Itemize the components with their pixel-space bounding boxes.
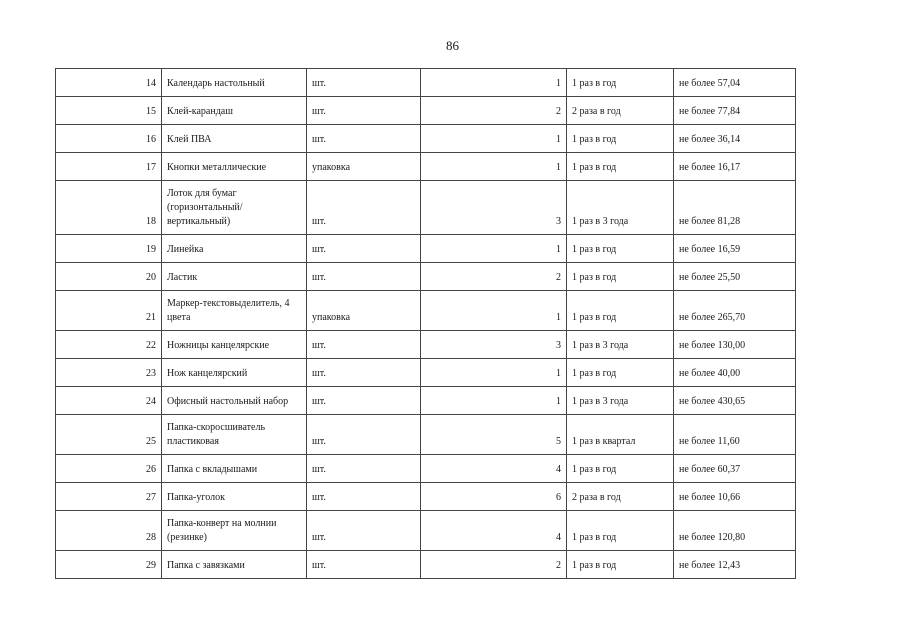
- replacement-frequency-cell: 1 раз в год: [567, 455, 674, 483]
- quantity-cell: 1: [421, 235, 567, 263]
- row-number-cell: 24: [56, 387, 162, 415]
- table-row: [56, 181, 796, 235]
- quantity-cell: 1: [421, 291, 567, 331]
- table-row: [56, 125, 796, 153]
- row-number-cell: 18: [56, 181, 162, 235]
- item-name-cell: Линейка: [162, 235, 307, 263]
- table-row: [56, 511, 796, 551]
- item-name-cell: Клей-карандаш: [162, 97, 307, 125]
- row-number-cell: 15: [56, 97, 162, 125]
- replacement-frequency-cell: 2 раза в год: [567, 483, 674, 511]
- table-row: [56, 455, 796, 483]
- item-name-cell: Папка-скоросшиватель пластиковая: [162, 415, 307, 455]
- max-price-cell: не более 16,59: [674, 235, 796, 263]
- max-price-cell: не более 10,66: [674, 483, 796, 511]
- row-number-cell: 29: [56, 551, 162, 579]
- item-name-cell: Папка-конверт на молнии (резинке): [162, 511, 307, 551]
- item-name-cell: Кнопки металлические: [162, 153, 307, 181]
- max-price-cell: не более 81,28: [674, 181, 796, 235]
- item-name-cell: Календарь настольный: [162, 69, 307, 97]
- unit-of-measure-cell: шт.: [307, 235, 421, 263]
- max-price-cell: не более 16,17: [674, 153, 796, 181]
- replacement-frequency-cell: 2 раза в год: [567, 97, 674, 125]
- item-name-cell: Ножницы канцелярские: [162, 331, 307, 359]
- unit-of-measure-cell: упаковка: [307, 153, 421, 181]
- replacement-frequency-cell: 1 раз в год: [567, 235, 674, 263]
- max-price-cell: не более 40,00: [674, 359, 796, 387]
- table-row: [56, 291, 796, 331]
- unit-of-measure-cell: шт.: [307, 511, 421, 551]
- quantity-cell: 1: [421, 359, 567, 387]
- row-number-cell: 25: [56, 415, 162, 455]
- quantity-cell: 5: [421, 415, 567, 455]
- quantity-cell: 4: [421, 511, 567, 551]
- row-number-cell: 14: [56, 69, 162, 97]
- replacement-frequency-cell: 1 раз в год: [567, 291, 674, 331]
- row-number-cell: 22: [56, 331, 162, 359]
- max-price-cell: не более 120,80: [674, 511, 796, 551]
- max-price-cell: не более 430,65: [674, 387, 796, 415]
- quantity-cell: 3: [421, 331, 567, 359]
- page-number: 86: [446, 38, 459, 53]
- item-name-cell: Папка с вкладышами: [162, 455, 307, 483]
- max-price-cell: не более 12,43: [674, 551, 796, 579]
- item-name-cell: Офисный настольный набор: [162, 387, 307, 415]
- row-number-cell: 21: [56, 291, 162, 331]
- unit-of-measure-cell: шт.: [307, 387, 421, 415]
- replacement-frequency-cell: 1 раз в год: [567, 125, 674, 153]
- table-row: [56, 97, 796, 125]
- replacement-frequency-cell: 1 раз в год: [567, 511, 674, 551]
- item-name-cell: Нож канцелярский: [162, 359, 307, 387]
- max-price-cell: не более 57,04: [674, 69, 796, 97]
- unit-of-measure-cell: шт.: [307, 181, 421, 235]
- unit-of-measure-cell: шт.: [307, 331, 421, 359]
- replacement-frequency-cell: 1 раз в 3 года: [567, 331, 674, 359]
- unit-of-measure-cell: упаковка: [307, 291, 421, 331]
- replacement-frequency-cell: 1 раз в год: [567, 153, 674, 181]
- row-number-cell: 20: [56, 263, 162, 291]
- table-row: [56, 387, 796, 415]
- item-name-cell: Клей ПВА: [162, 125, 307, 153]
- replacement-frequency-cell: 1 раз в год: [567, 263, 674, 291]
- quantity-cell: 2: [421, 263, 567, 291]
- max-price-cell: не более 77,84: [674, 97, 796, 125]
- row-number-cell: 28: [56, 511, 162, 551]
- table-row: [56, 331, 796, 359]
- unit-of-measure-cell: шт.: [307, 415, 421, 455]
- unit-of-measure-cell: шт.: [307, 263, 421, 291]
- unit-of-measure-cell: шт.: [307, 97, 421, 125]
- replacement-frequency-cell: 1 раз в год: [567, 69, 674, 97]
- unit-of-measure-cell: шт.: [307, 69, 421, 97]
- row-number-cell: 16: [56, 125, 162, 153]
- item-name-cell: Папка с завязками: [162, 551, 307, 579]
- item-name-cell: Лоток для бумаг (горизонтальный/вертикальный): [162, 181, 307, 235]
- item-name-cell: Папка-уголок: [162, 483, 307, 511]
- row-number-cell: 26: [56, 455, 162, 483]
- table-row: [56, 483, 796, 511]
- row-number-cell: 27: [56, 483, 162, 511]
- item-name-cell: Маркер-текстовыделитель, 4 цвета: [162, 291, 307, 331]
- table-row: [56, 415, 796, 455]
- table-row: [56, 69, 796, 97]
- max-price-cell: не более 36,14: [674, 125, 796, 153]
- quantity-cell: 1: [421, 125, 567, 153]
- replacement-frequency-cell: 1 раз в квартал: [567, 415, 674, 455]
- quantity-cell: 1: [421, 69, 567, 97]
- replacement-frequency-cell: 1 раз в 3 года: [567, 181, 674, 235]
- unit-of-measure-cell: шт.: [307, 483, 421, 511]
- supplies-table: [55, 68, 796, 579]
- max-price-cell: не более 130,00: [674, 331, 796, 359]
- quantity-cell: 3: [421, 181, 567, 235]
- quantity-cell: 2: [421, 97, 567, 125]
- quantity-cell: 4: [421, 455, 567, 483]
- row-number-cell: 19: [56, 235, 162, 263]
- table-row: [56, 235, 796, 263]
- max-price-cell: не более 25,50: [674, 263, 796, 291]
- table-row: [56, 153, 796, 181]
- replacement-frequency-cell: 1 раз в 3 года: [567, 387, 674, 415]
- unit-of-measure-cell: шт.: [307, 455, 421, 483]
- unit-of-measure-cell: шт.: [307, 359, 421, 387]
- unit-of-measure-cell: шт.: [307, 551, 421, 579]
- replacement-frequency-cell: 1 раз в год: [567, 551, 674, 579]
- item-name-cell: Ластик: [162, 263, 307, 291]
- quantity-cell: 1: [421, 153, 567, 181]
- max-price-cell: не более 60,37: [674, 455, 796, 483]
- quantity-cell: 1: [421, 387, 567, 415]
- table-row: [56, 263, 796, 291]
- quantity-cell: 6: [421, 483, 567, 511]
- table-row: [56, 551, 796, 579]
- unit-of-measure-cell: шт.: [307, 125, 421, 153]
- max-price-cell: не более 11,60: [674, 415, 796, 455]
- row-number-cell: 23: [56, 359, 162, 387]
- max-price-cell: не более 265,70: [674, 291, 796, 331]
- replacement-frequency-cell: 1 раз в год: [567, 359, 674, 387]
- table-row: [56, 359, 796, 387]
- quantity-cell: 2: [421, 551, 567, 579]
- supplies-table-body: [56, 69, 796, 579]
- row-number-cell: 17: [56, 153, 162, 181]
